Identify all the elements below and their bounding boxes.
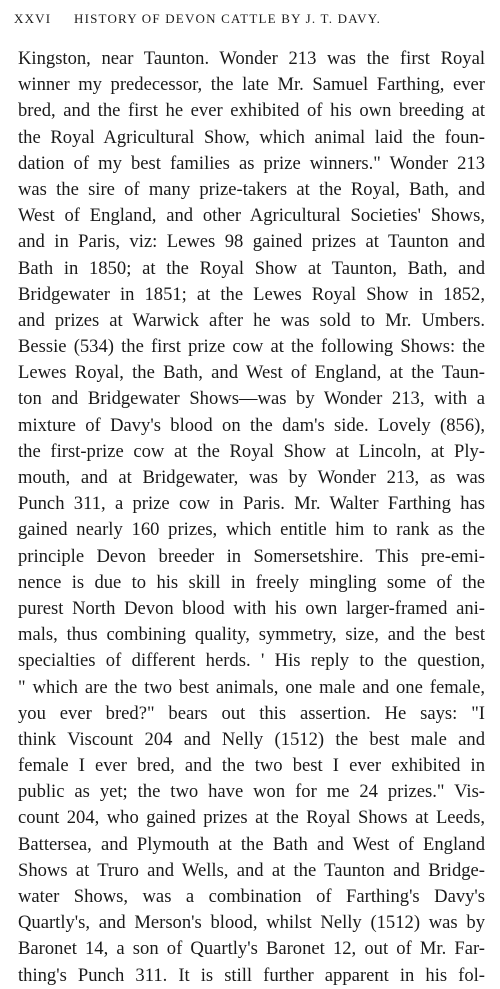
text-line: gained nearly 160 prizes, which entitle him to rank as the: [18, 519, 485, 541]
running-title: HISTORY OF DEVON CATTLE BY J. T. DAVY.: [74, 11, 382, 26]
text-line: ton and Bridgewater Shows—was by Wonder 213, with a: [18, 388, 485, 410]
text-line: was the sire of many prize-takers at the Royal, Bath, and: [18, 178, 485, 200]
running-head: [14, 11, 486, 31]
text-line: the Royal Agricultural Show, which animal laid the foun-: [18, 126, 485, 148]
text-line: dation of my best families as prize winners." Wonder 213: [18, 152, 485, 174]
text-line: you ever bred?" bears out this assertion. He says: "I: [18, 702, 485, 724]
text-line: purest North Devon blood with his own larger-framed ani-: [18, 597, 485, 619]
text-line: thing's Punch 311. It is still further apparent in his fol-: [18, 964, 485, 986]
text-line: Bessie (534) the first prize cow at the following Shows: the: [18, 336, 485, 358]
text-line: mixture of Davy's blood on the dam's side. Lovely (856),: [18, 414, 485, 436]
text-line: Quartly's, and Merson's blood, whilst Nelly (1512) was by: [18, 912, 485, 934]
text-line: nence is due to his skill in freely mingling some of the: [18, 571, 485, 593]
page-number: XXVI: [14, 11, 52, 26]
text-line: and prizes at Warwick after he was sold to Mr. Umbers.: [18, 309, 485, 331]
text-line: Shows at Truro and Wells, and at the Taunton and Bridge-: [18, 859, 485, 881]
text-line: the first-prize cow at the Royal Show at Lincoln, at Ply-: [18, 440, 485, 462]
text-line: count 204, who gained prizes at the Royal Shows at Leeds,: [18, 807, 485, 829]
text-line: principle Devon breeder in Somersetshire. This pre-emi-: [18, 545, 485, 567]
text-line: winner my predecessor, the late Mr. Samuel Farthing, ever: [18, 74, 485, 96]
text-line: and in Paris, viz: Lewes 98 gained prizes at Taunton and: [18, 231, 485, 253]
text-line: Bridgewater in 1851; at the Lewes Royal Show in 1852,: [18, 283, 485, 305]
text-line: Battersea, and Plymouth at the Bath and West of England: [18, 833, 485, 855]
text-line: West of England, and other Agricultural Societies' Shows,: [18, 205, 485, 227]
text-line: public as yet; the two have won for me 24 prizes." Vis-: [18, 781, 485, 803]
text-line: Baronet 14, a son of Quartly's Baronet 12, out of Mr. Far-: [18, 938, 485, 960]
text-line: Kingston, near Taunton. Wonder 213 was the first Royal: [18, 48, 485, 69]
body-text: [18, 46, 485, 989]
text-line: water Shows, was a combination of Farthing's Davy's: [18, 886, 485, 907]
text-line: mouth, and at Bridgewater, was by Wonder 213, as was: [18, 467, 485, 488]
text-line: think Viscount 204 and Nelly (1512) the best male and: [18, 728, 485, 750]
text-line: specialties of different herds. ' His reply to the question,: [18, 650, 485, 672]
text-line: mals, thus combining quality, symmetry, size, and the best: [18, 624, 485, 646]
text-line: " which are the two best animals, one male and one female,: [18, 676, 485, 698]
text-line: bred, and the first he ever exhibited of his own breeding at: [18, 100, 485, 122]
text-line: Lewes Royal, the Bath, and West of England, at the Taun-: [18, 362, 485, 384]
text-line: female I ever bred, and the two best I ever exhibited in: [18, 755, 485, 777]
text-line: Punch 311, a prize cow in Paris. Mr. Walter Farthing has: [18, 493, 485, 515]
text-line: Bath in 1850; at the Royal Show at Taunton, Bath, and: [18, 257, 485, 279]
